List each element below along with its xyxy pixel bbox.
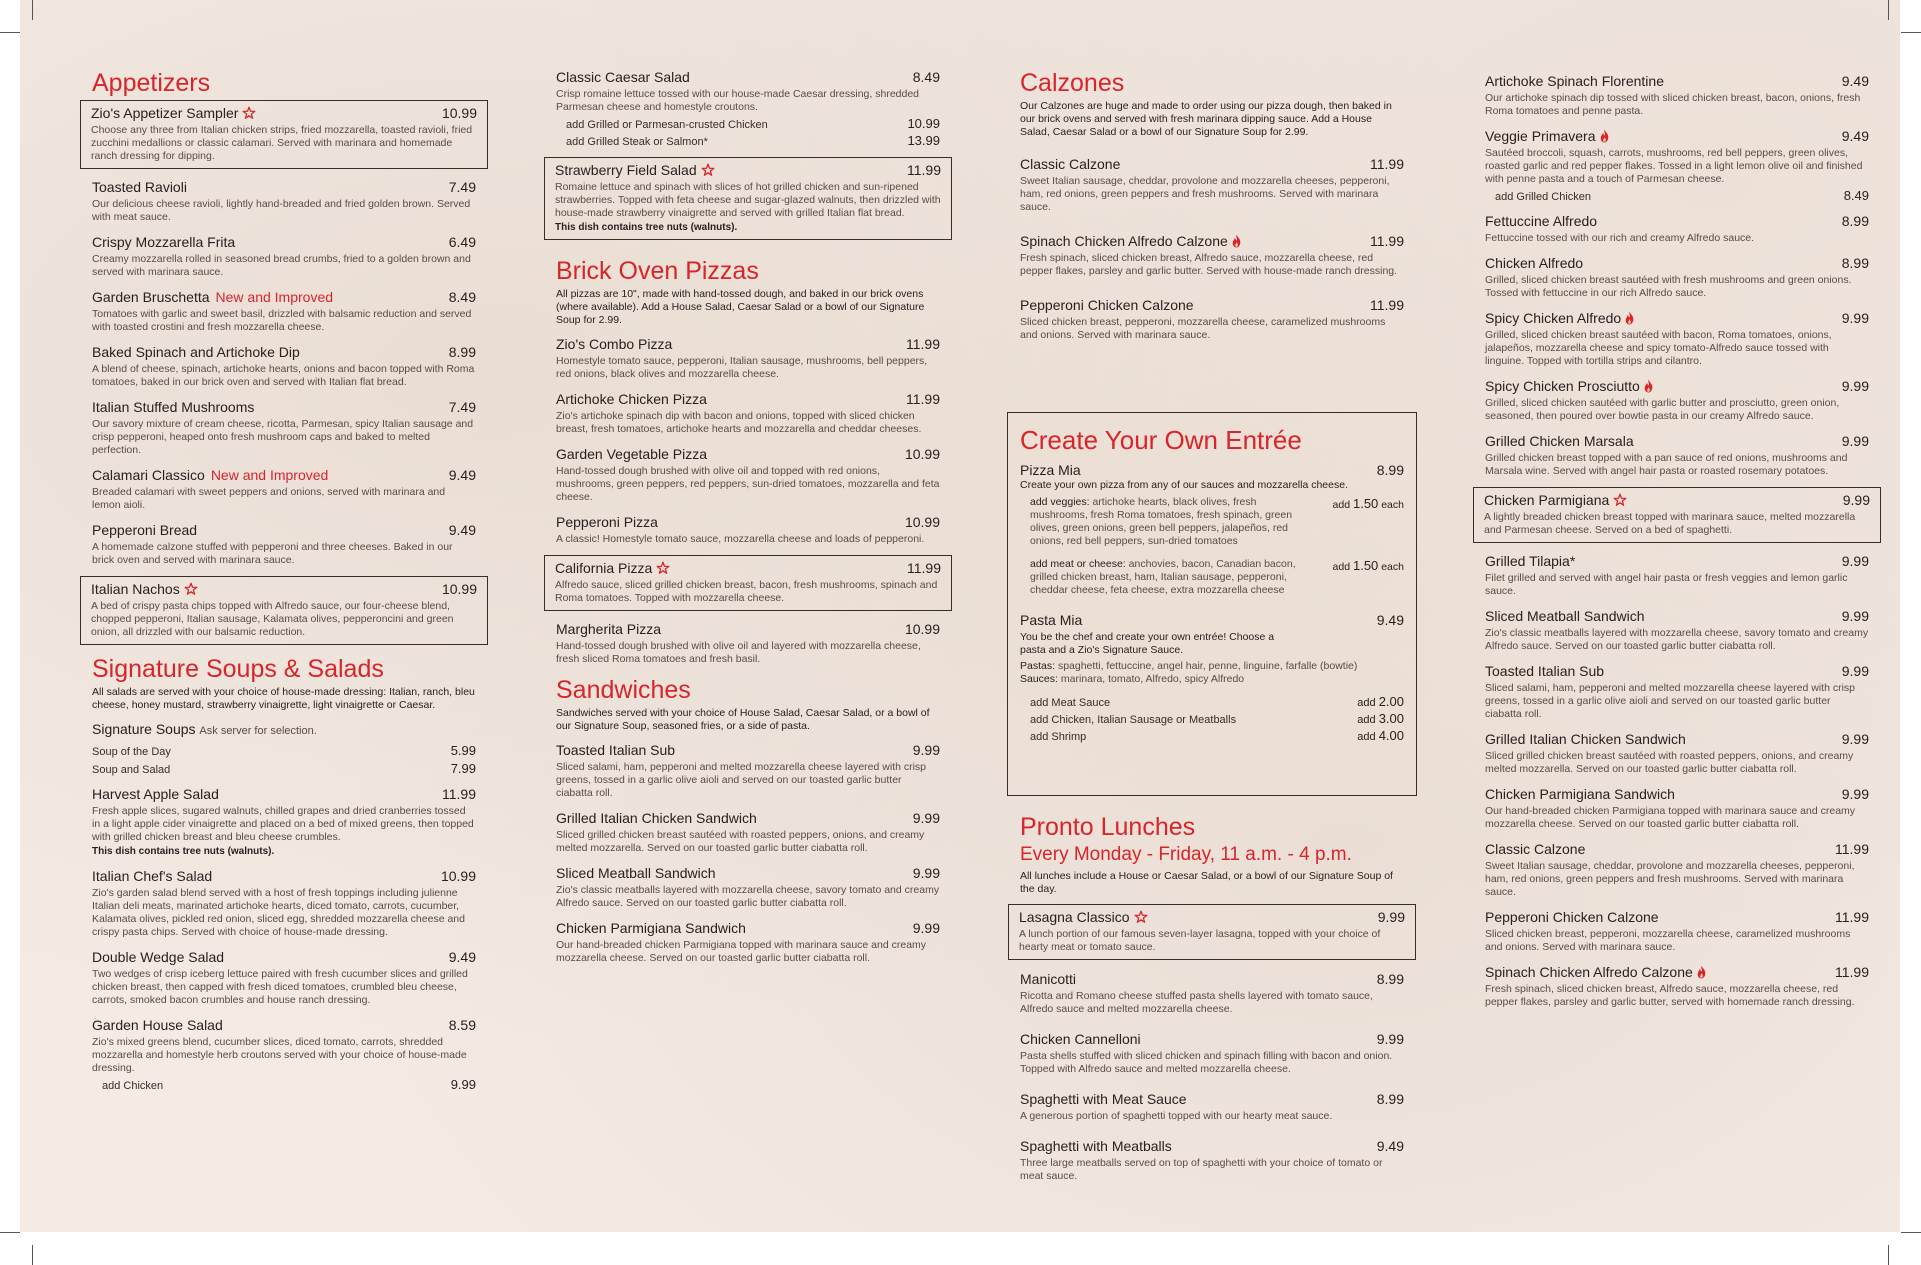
item-description: Our hand-breaded chicken Parmigiana topped with marinara sauce and creamy mozzarella cheese. Served on our toasted garlic butter ciabatta roll. [1485,805,1856,830]
addon-name: add Shrimp [1030,731,1087,743]
addon-name: add Meat Sauce [1030,697,1111,709]
item-description: Breaded calamari with sweet peppers and onions, served with marinara and lemon aioli. [92,486,446,511]
option-list: marinara, tomato, Alfredo, spicy Alfredo [1060,673,1245,685]
item-name: Manicotti [1020,971,1077,987]
section-intro: All salads are served with your choice of house-made dressing: Italian, ranch, bleu cheese, honey mustard, strawberry vinaigrette, light vinaigrette or Caesar. [92,686,475,711]
menu-item [1485,127,1869,203]
item-description: Romaine lettuce and spinach with slices of hot grilled chicken and sun-ripened strawberries. Topped with feta cheese and sugar-glazed walnuts, then drizzled with house-made strawberry vinaigrette and served with grilled Italian flat bread. [555,181,941,219]
item-price: 9.99 [912,810,940,826]
section-title-pizzas: Brick Oven Pizzas [556,257,759,285]
item-description: Sliced salami, ham, pepperoni and melted mozzarella cheese layered with crisp greens, tossed in a garlic olive aioli and served on our toasted garlic butter ciabatta roll. [556,761,927,799]
item-name: Sliced Meatball Sandwich [1485,608,1645,624]
item-description: Fresh apple slices, sugared walnuts, chilled grapes and dried cranberries tossed in a light apple cider vinaigrette and placed on a bed of mixed greens, then topped with grilled chicken breast and bleu cheese crumbles. [92,805,474,843]
item-name: Grilled Italian Chicken Sandwich [1485,731,1686,747]
menu-item [1485,552,1869,598]
add-word: add [1357,697,1376,709]
item-name: Pizza Mia [1020,462,1081,478]
star-icon [1134,910,1148,924]
menu-item [80,100,488,169]
menu-item [1485,607,1869,653]
section-intro: All pizzas are 10", made with hand-tossed dough, and baked in our brick ovens (where available). Add a House Salad, Caesar Salad or a bowl of our Signature Soup for 2.99. [556,288,925,326]
item-description: Grilled, sliced chicken breast sautéed with bacon, Roma tomatoes, onions, jalapeños, mozzarella cheese and spicy tomato-Alfredo sauce tossed with linguine. Topped with tortilla strips and cilantro. [1485,329,1832,367]
section-intro: Our Calzones are huge and made to order using our pizza dough, then baked in our brick ovens and served with fresh marinara dipping sauce. Add a House Salad, Caesar Salad or a bowl of our Signature Soup for 2.99. [1020,100,1392,138]
menu-item [1485,730,1869,776]
item-name: Pepperoni Chicken Calzone [1020,297,1194,313]
item-price: 9.99 [1841,378,1869,394]
star-icon [184,582,198,596]
item-description: A blend of cheese, spinach, artichoke hearts, onions and bacon topped with Roma tomatoes, baked in our brick oven and served with Italian flat bread. [92,363,475,388]
addon-row [1020,711,1404,726]
menu-item [92,521,476,567]
section-title-appetizers: Appetizers [92,69,211,97]
addon-name: add Grilled Steak or Salmon* [566,136,708,148]
menu-item [556,513,940,546]
option-label: add meat or cheese: [1030,558,1126,570]
item-description: Zio's classic meatballs layered with mozzarella cheese, savory tomato and creamy Alfredo sauce. Served on our toasted garlic butter ciabatta roll. [1485,627,1869,652]
menu-item [1008,904,1416,960]
option-list: anchovies, bacon, Canadian bacon, grilled chicken breast, ham, Italian sausage, pepperoni, cheddar cheese, feta cheese, extra mozzarella cheese [1030,558,1296,596]
menu-item [1473,487,1881,543]
item-price: 8.59 [448,1017,476,1033]
item-name: Lasagna Classico [1019,909,1130,925]
option-label: Pastas: [1020,660,1056,672]
item-price: 9.49 [1841,73,1869,89]
item-price: 11.99 [907,162,941,178]
item-name: Chicken Alfredo [1485,255,1584,271]
item-price: 7.49 [448,179,476,195]
item-price: 9.49 [448,522,476,538]
add-word: add [1332,499,1351,511]
item-price: 8.99 [1841,213,1869,229]
section-title-sandwiches: Sandwiches [556,676,691,704]
item-name: Chicken Cannelloni [1020,1031,1141,1047]
menu-item [92,343,476,389]
option-price: 1.50 [1352,496,1379,511]
item-description: Grilled, sliced chicken breast sautéed with fresh mushrooms and green onions. Tossed with fettuccine in our rich Alfredo sauce. [1485,274,1852,299]
item-description: You be the chef and create your own entrée! Choose a pasta and a Zio's Signature Sauce. [1020,631,1275,656]
spicy-flame-icon [1643,379,1654,393]
item-price: 9.99 [1841,553,1869,569]
menu-item [556,445,940,504]
item-name: Toasted Italian Sub [556,742,676,758]
menu-sheet [20,0,1900,1232]
menu-item [92,178,476,224]
item-price: 7.49 [448,399,476,415]
item-name: Harvest Apple Salad [92,786,219,802]
each-word: each [1381,499,1404,511]
item-name: Spaghetti with Meatballs [1020,1138,1172,1154]
menu-item [1485,840,1869,899]
menu-item [1020,296,1404,342]
menu-item [92,466,476,512]
addon-price: 13.99 [907,133,940,148]
star-icon [701,163,715,177]
item-description: A lightly breaded chicken breast topped with marinara sauce, melted mozzarella and Parmesan cheese. Served on a bed of spaghetti. [1484,511,1856,536]
item-description: A classic! Homestyle tomato sauce, mozzarella cheese and loads of pepperoni. [556,533,925,545]
section-intro: All lunches include a House or Caesar Salad, or a bowl of our Signature Soup of the day. [1020,870,1393,895]
item-description: Ricotta and Romano cheese stuffed pasta shells layered with tomato sauce, Alfredo sauce and melted mozzarella cheese. [1020,990,1373,1015]
menu-item [1020,1030,1404,1076]
menu-item [556,390,940,436]
menu-item [1485,432,1869,478]
item-price: 9.49 [448,467,476,483]
item-name: Sliced Meatball Sandwich [556,865,716,881]
menu-item [1020,1090,1404,1123]
item-price: 8.99 [1376,1091,1404,1107]
item-name: Classic Caesar Salad [556,69,690,85]
item-name: Veggie Primavera [1485,128,1596,144]
item-name: Italian Chef's Salad [92,868,213,884]
menu-item [556,864,940,910]
spicy-flame-icon [1696,965,1707,979]
item-price: 10.99 [441,105,477,121]
item-name: Chicken Parmigiana [1484,492,1610,508]
menu-item [1020,232,1404,278]
menu-item [92,1016,476,1092]
spicy-flame-icon [1231,234,1242,248]
item-description: Our artichoke spinach dip tossed with sliced chicken breast, bacon, onions, fresh Roma tomatoes and penne pasta. [1485,92,1861,117]
option-label: Sauces: [1020,673,1058,685]
addon-price: 2.00 [1378,694,1404,709]
item-price: 9.99 [1841,731,1869,747]
item-name: Classic Calzone [1485,841,1586,857]
column-4 [1485,72,1869,1018]
item-name: Toasted Ravioli [92,179,187,195]
addon-price: 8.49 [1843,188,1869,203]
item-price: 11.99 [1370,297,1404,313]
menu-item [92,288,476,334]
soup-of-day: Soup of the Day [92,746,171,758]
star-icon [656,561,670,575]
item-price: 8.99 [1376,971,1404,987]
item-name: Italian Stuffed Mushrooms [92,399,255,415]
menu-item [556,335,940,381]
item-price: 10.99 [904,446,940,462]
item-description: Sliced grilled chicken breast sautéed with roasted peppers, onions, and creamy melted mozzarella. Served on our toasted garlic butter ciabatta roll. [1485,750,1854,775]
item-note: Ask server for selection. [199,725,317,737]
item-description: Two wedges of crisp iceberg lettuce paired with fresh cucumber slices and grilled chicken breast, then capped with fresh diced tomatoes, crumbled bleu cheese, carrots, smoked bacon crumbles and house ranch dressing. [92,968,468,1006]
item-price: 6.49 [448,234,476,250]
item-price: 11.99 [907,560,941,576]
item-price: 9.99 [1842,492,1870,508]
menu-item [544,157,952,240]
item-price: 9.99 [912,742,940,758]
section-title-create-entree: Create Your Own Entrée [1020,425,1302,455]
item-price: 9.99 [1841,608,1869,624]
spicy-flame-icon [1599,129,1610,143]
item-price: 7.99 [450,761,476,776]
menu-item [1485,785,1869,831]
allergen-note: This dish contains tree nuts (walnuts). [555,222,738,233]
signature-soups [92,720,476,776]
meat-options [1020,558,1404,597]
item-description: Choose any three from Italian chicken strips, fried mozzarella, toasted ravioli, fried zucchini medallions or classic calamari. Served with marinara and homemade ranch dressing for dipping. [91,124,473,162]
item-description: Zio's garden salad blend served with a host of fresh toppings including julienne Italian deli meats, marinated artichoke hearts, diced tomato, carrots, cucumber, Kalamata olives, pickled red onion, sliced egg, shredded mozzarella cheese and crispy pasta chips. Served with choice of house-made dressing. [92,887,465,938]
menu-item [544,555,952,611]
menu-item [556,68,940,148]
menu-item [556,741,940,800]
item-description: Our delicious cheese ravioli, lightly hand-breaded and fried golden brown. Served with meat sauce. [92,198,471,223]
soup-and-salad: Soup and Salad [92,764,171,776]
menu-item [1020,1137,1404,1183]
item-name: Artichoke Chicken Pizza [556,391,707,407]
item-name: Spaghetti with Meat Sauce [1020,1091,1187,1107]
item-description: Sliced grilled chicken breast sautéed with roasted peppers, onions, and creamy melted mozzarella. Served on our toasted garlic butter ciabatta roll. [556,829,925,854]
item-name: Pepperoni Bread [92,522,198,538]
menu-item [1485,377,1869,423]
addon-row [1020,694,1404,709]
add-word: add [1357,714,1376,726]
addon-price: 10.99 [907,116,940,131]
item-description: Sweet Italian sausage, cheddar, provolone and mozzarella cheeses, pepperoni, ham, red onions, green peppers and fresh mushrooms. Served with marinara sauce. [1020,175,1390,213]
item-name: Italian Nachos [91,581,180,597]
item-price: 10.99 [904,621,940,637]
item-name: Margherita Pizza [556,621,662,637]
menu-item [92,867,476,939]
item-name: Zio's Appetizer Sampler [91,105,239,121]
item-name: California Pizza [555,560,653,576]
item-price: 9.49 [448,949,476,965]
item-price: 9.49 [1376,1138,1404,1154]
item-name: Grilled Tilapia* [1485,553,1576,569]
item-price: 9.99 [1841,310,1869,326]
crop-mark [32,1245,33,1265]
item-price: 8.49 [912,69,940,85]
item-description: Crisp romaine lettuce tossed with our house-made Caesar dressing, shredded Parmesan cheese and homestyle croutons. [556,88,920,113]
star-icon [1613,493,1627,507]
item-price: 9.49 [1376,612,1404,628]
item-price: 11.99 [906,336,940,352]
item-price: 8.99 [1376,462,1404,478]
item-description: Sautéed broccoli, squash, carrots, mushrooms, red bell peppers, green olives, roasted garlic and red pepper flakes. Tossed in a light lemon olive oil and finished with penne pasta and a touch of Parmesan cheese. [1485,147,1863,185]
crop-mark [1901,32,1921,33]
item-price: 11.99 [1835,841,1869,857]
item-name: Garden Vegetable Pizza [556,446,707,462]
column-1 [92,68,476,1101]
each-word: each [1381,561,1404,573]
create-your-own-box [1007,412,1417,796]
item-description: Fettuccine tossed with our rich and creamy Alfredo sauce. [1485,232,1755,244]
item-price: 9.99 [912,865,940,881]
menu-item [1485,908,1869,954]
item-name: Signature Soups [92,721,196,737]
addon-name: add Grilled or Parmesan-crusted Chicken [566,119,768,131]
item-price: 10.99 [441,581,477,597]
item-name: Grilled Chicken Marsala [1485,433,1634,449]
item-price: 5.99 [450,743,476,758]
addon-price: 9.99 [450,1077,476,1092]
option-list: spaghetti, fettuccine, angel hair, penne, linguine, farfalle (bowtie) [1057,660,1358,672]
item-price: 10.99 [440,868,476,884]
item-description: Filet grilled and served with angel hair pasta or fresh veggies and lemon garlic sauce. [1485,572,1848,597]
item-description: Homestyle tomato sauce, pepperoni, Italian sausage, mushrooms, bell peppers, red onions, black olives and mozzarella cheese. [556,355,928,380]
item-description: Three large meatballs served on top of spaghetti with your choice of tomato or meat sauce. [1020,1157,1383,1182]
crop-mark [1888,1245,1889,1265]
item-name: Fettuccine Alfredo [1485,213,1598,229]
item-price: 11.99 [1370,156,1404,172]
addon-row [1020,728,1404,743]
veggie-options [1020,496,1404,548]
item-price: 11.99 [442,786,476,802]
item-price: 9.99 [1841,663,1869,679]
item-description: Our savory mixture of cream cheese, ricotta, Parmesan, spicy Italian sausage and crisp pepperoni, heaped onto fresh mushroom caps and baked to melted perfection. [92,418,474,456]
item-description: Create your own pizza from any of our sauces and mozzarella cheese. [1020,479,1348,491]
item-price: 9.99 [1376,1031,1404,1047]
item-description: Zio's mixed greens blend, cucumber slices, diced tomato, carrots, shredded mozzarella and homestyle herb croutons served with your choice of house-made dressing. [92,1036,467,1074]
item-description: A lunch portion of our famous seven-layer lasagna, topped with your choice of hearty meat or tomato sauce. [1019,928,1381,953]
addon-price: 4.00 [1378,728,1404,743]
menu-item [556,809,940,855]
column-3 [1020,68,1404,351]
item-price: 11.99 [906,391,940,407]
item-price: 9.99 [1377,909,1405,925]
item-description: Pasta shells stuffed with sliced chicken and spinach filling with bacon and onion. Topped with Alfredo sauce and melted mozzarella cheese. [1020,1050,1393,1075]
item-price: 11.99 [1835,909,1869,925]
item-description: Hand-tossed dough brushed with olive oil and topped with red onions, mushrooms, green peppers, red peppers, sun-dried tomatoes, mozzarella and feta cheese. [556,465,940,503]
menu-item [1020,155,1404,214]
addon-name: add Grilled Chicken [1495,191,1591,203]
lunches-section [1020,812,1404,1192]
spicy-flame-icon [1624,311,1635,325]
section-title-lunches: Pronto Lunches [1020,813,1196,841]
column-2 [556,68,940,974]
new-badge: New and Improved [215,289,334,305]
option-price: 1.50 [1352,558,1379,573]
item-name: Chicken Parmigiana Sandwich [1485,786,1675,802]
menu-item [1485,254,1869,300]
item-price: 9.99 [1841,433,1869,449]
item-name: Double Wedge Salad [92,949,225,965]
item-name: Artichoke Spinach Florentine [1485,73,1664,89]
item-description: Tomatoes with garlic and sweet basil, drizzled with balsamic reduction and served with toasted crostini and fresh mozzarella cheese. [92,308,472,333]
item-name: Crispy Mozzarella Frita [92,234,236,250]
addon-name: add Chicken, Italian Sausage or Meatballs [1030,714,1237,726]
menu-item [1485,212,1869,245]
item-name: Classic Calzone [1020,156,1121,172]
new-badge: New and Improved [210,467,329,483]
item-description: Fresh spinach, sliced chicken breast, Alfredo sauce, mozzarella cheese, red pepper flakes, parsley and garlic butter. Served with house-made ranch dressing. [1020,252,1398,277]
star-icon [242,106,256,120]
menu-item [92,233,476,279]
item-description: Grilled, sliced chicken sautéed with garlic butter and prosciutto, green onion, seasoned, then poured over bowtie pasta in our creamy Alfredo sauce. [1485,397,1840,422]
menu-item [92,948,476,1007]
crop-mark [0,1232,20,1233]
addon-name: add Chicken [102,1080,164,1092]
item-name: Pepperoni Chicken Calzone [1485,909,1659,925]
item-description: Alfredo sauce, sliced grilled chicken breast, bacon, fresh mushrooms, spinach and Roma tomatoes. Topped with mozzarella cheese. [555,579,938,604]
item-description: A bed of crispy pasta chips topped with Alfredo sauce, our four-cheese blend, chopped pepperoni, Italian sausage, Kalamata olives, pepperoncini and green onion, all drizzled with our balsamic reduction. [91,600,454,638]
item-description: Grilled chicken breast topped with a pan sauce of red onions, mushrooms and Marsala wine. Served with angel hair pasta or roasted rosemary potatoes. [1485,452,1848,477]
section-intro: Sandwiches served with your choice of House Salad, Caesar Salad, or a bowl of our Signature Soup, seasoned fries, or a side of pasta. [556,707,930,732]
item-price: 8.99 [448,344,476,360]
item-price: 8.99 [1841,255,1869,271]
menu-item [556,620,940,666]
menu-item [1485,309,1869,368]
item-description: Zio's artichoke spinach dip with bacon and onions, topped with sliced chicken breast, fresh tomatoes, artichoke hearts and mozzarella and cheddar cheeses. [556,410,922,435]
item-description: Fresh spinach, sliced chicken breast, Alfredo sauce, mozzarella cheese, red pepper flakes, parsley and garlic butter, served with homemade ranch dressing. [1485,983,1855,1008]
item-description: Sliced chicken breast, pepperoni, mozzarella cheese, caramelized mushrooms and onions. Served with marinara sauce. [1485,928,1851,953]
item-name: Calamari Classico [92,467,205,483]
item-description: Sliced chicken breast, pepperoni, mozzarella cheese, caramelized mushrooms and onions. Served with marinara sauce. [1020,316,1386,341]
crop-mark [32,0,33,20]
menu-item [92,785,476,858]
menu-item [1485,662,1869,721]
section-title-calzones: Calzones [1020,69,1125,97]
menu-item [556,919,940,965]
item-description: Creamy mozzarella rolled in seasoned bread crumbs, fried to a golden brown and served with marinara sauce. [92,253,471,278]
item-price: 10.99 [904,514,940,530]
allergen-note: This dish contains tree nuts (walnuts). [92,846,275,857]
item-description: A generous portion of spaghetti topped with our hearty meat sauce. [1020,1110,1333,1122]
item-description: Sweet Italian sausage, cheddar, provolone and mozzarella cheeses, pepperoni, ham, red onions, green peppers and fresh mushrooms. Served with marinara sauce. [1485,860,1855,898]
item-name: Spicy Chicken Prosciutto [1485,378,1640,394]
item-price: 11.99 [1370,233,1404,249]
menu-item [92,398,476,457]
item-description: Sliced salami, ham, pepperoni and melted mozzarella cheese layered with crisp greens, tossed in a garlic olive aioli and served on our toasted garlic butter ciabatta roll. [1485,682,1856,720]
item-price: 9.49 [1841,128,1869,144]
menu-item [1485,963,1869,1009]
item-name: Baked Spinach and Artichoke Dip [92,344,300,360]
item-name: Spinach Chicken Alfredo Calzone [1020,233,1228,249]
item-price: 9.99 [912,920,940,936]
item-name: Spicy Chicken Alfredo [1485,310,1622,326]
item-price: 8.49 [448,289,476,305]
item-description: A homemade calzone stuffed with pepperoni and three cheeses. Baked in our brick oven and served with marinara sauce. [92,541,453,566]
item-description: Zio's classic meatballs layered with mozzarella cheese, savory tomato and creamy Alfredo sauce. Served on our toasted garlic butter ciabatta roll. [556,884,940,909]
add-word: add [1357,731,1376,743]
item-name: Chicken Parmigiana Sandwich [556,920,746,936]
option-label: add veggies: [1030,496,1090,508]
item-name: Toasted Italian Sub [1485,663,1605,679]
item-price: 9.99 [1841,786,1869,802]
item-name: Garden Bruschetta [92,289,210,305]
item-description: Hand-tossed dough brushed with olive oil and layered with mozzarella cheese, fresh sliced Roma tomatoes and fresh basil. [556,640,921,665]
item-name: Pepperoni Pizza [556,514,658,530]
menu-item [1485,72,1869,118]
crop-mark [1888,0,1889,20]
item-price: 11.99 [1835,964,1869,980]
addon-price: 3.00 [1378,711,1404,726]
section-title-soups-salads: Signature Soups & Salads [92,655,384,683]
lunch-hours: Every Monday - Friday, 11 a.m. - 4 p.m. [1020,844,1352,865]
add-word: add [1332,561,1351,573]
crop-mark [1901,1232,1921,1233]
item-name: Spinach Chicken Alfredo Calzone [1485,964,1693,980]
item-name: Zio's Combo Pizza [556,336,673,352]
item-name: Grilled Italian Chicken Sandwich [556,810,757,826]
crop-mark [0,32,20,33]
item-name: Pasta Mia [1020,612,1083,628]
menu-item [1020,970,1404,1016]
item-name: Strawberry Field Salad [555,162,697,178]
item-description: Our hand-breaded chicken Parmigiana topped with marinara sauce and creamy mozzarella cheese. Served on our toasted garlic butter ciabatta roll. [556,939,927,964]
menu-item [80,576,488,645]
option-list: artichoke hearts, black olives, fresh mushrooms, fresh Roma tomatoes, fresh spinach, green olives, green onions, green bell peppers, jalapeños, red onions, red bell peppers, sun-dried tomatoes [1030,496,1293,547]
item-name: Garden House Salad [92,1017,223,1033]
